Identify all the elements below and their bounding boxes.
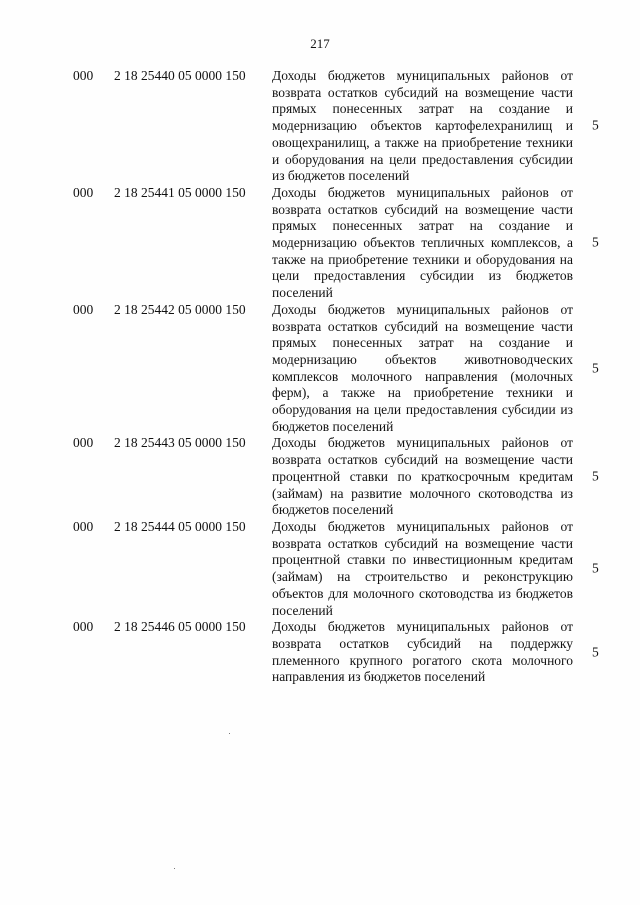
- budget-classification-code: 2 18 25444 05 0000 150: [114, 518, 246, 534]
- budget-classification-code: 2 18 25440 05 0000 150: [114, 68, 246, 83]
- standard-value: 5: [592, 235, 599, 251]
- revenue-name: Доходы бюджетов муниципальных районов от возврата остатков субсидий на возмещение части прямых понесенных затрат на создание и модернизацию объектов животноводческих комплексов молочного направления (молочных ферм), а также на приобретение техники и оборудования на цели предоставления субсидии из бюджетов поселений: [272, 301, 573, 434]
- page-number: 217: [310, 36, 330, 51]
- table-row: [0, 185, 640, 302]
- budget-classification-code: 2 18 25441 05 0000 150: [114, 184, 246, 200]
- admin-code: 000: [73, 435, 94, 451]
- table-row: [0, 68, 640, 185]
- admin-code: 000: [73, 184, 94, 200]
- admin-code: 000: [73, 68, 94, 83]
- revenue-name: Доходы бюджетов муниципальных районов от возврата остатков субсидий на возмещение части процентной ставки по инвестиционным кредитам (займам) на строительство и реконструкцию объектов для молочного скотоводства из бюджетов поселений: [272, 518, 573, 618]
- admin-code: 000: [73, 518, 94, 534]
- standard-value: 5: [592, 644, 599, 660]
- standard-value: 5: [592, 118, 599, 134]
- table-row: [0, 619, 640, 686]
- table-row: [0, 519, 640, 619]
- revenue-code-table: [0, 68, 640, 686]
- table-row: [0, 302, 640, 436]
- standard-value: 5: [592, 360, 599, 376]
- revenue-name: Доходы бюджетов муниципальных районов от возврата остатков субсидий на возмещение части прямых понесенных затрат на создание и модернизацию объектов тепличных комплексов, а также на приобретение техники и оборудования на цели предоставления субсидии из бюджетов поселений: [272, 184, 573, 301]
- scan-speck: [174, 868, 175, 869]
- budget-classification-code: 2 18 25442 05 0000 150: [114, 301, 246, 317]
- budget-classification-code: 2 18 25446 05 0000 150: [114, 619, 246, 635]
- scan-speck: [229, 733, 230, 734]
- table-row: [0, 435, 640, 519]
- admin-code: 000: [73, 619, 94, 635]
- revenue-name: Доходы бюджетов муниципальных районов от возврата остатков субсидий на поддержку племенного крупного рогатого скота молочного направления из бюджетов поселений: [272, 619, 573, 685]
- standard-value: 5: [592, 560, 599, 576]
- budget-classification-code: 2 18 25443 05 0000 150: [114, 435, 246, 451]
- revenue-name: Доходы бюджетов муниципальных районов от возврата остатков субсидий на возмещение части процентной ставки по краткосрочным кредитам (займам) на развитие молочного скотоводства из бюджетов поселений: [272, 435, 573, 518]
- admin-code: 000: [73, 301, 94, 317]
- revenue-name: Доходы бюджетов муниципальных районов от возврата остатков субсидий на возмещение части прямых понесенных затрат на создание и модернизацию объектов картофелехранилищ и овощехранилищ, а также на приобретение техники и оборудования на цели предоставления субсидии из бюджетов поселений: [272, 68, 573, 184]
- standard-value: 5: [592, 468, 599, 484]
